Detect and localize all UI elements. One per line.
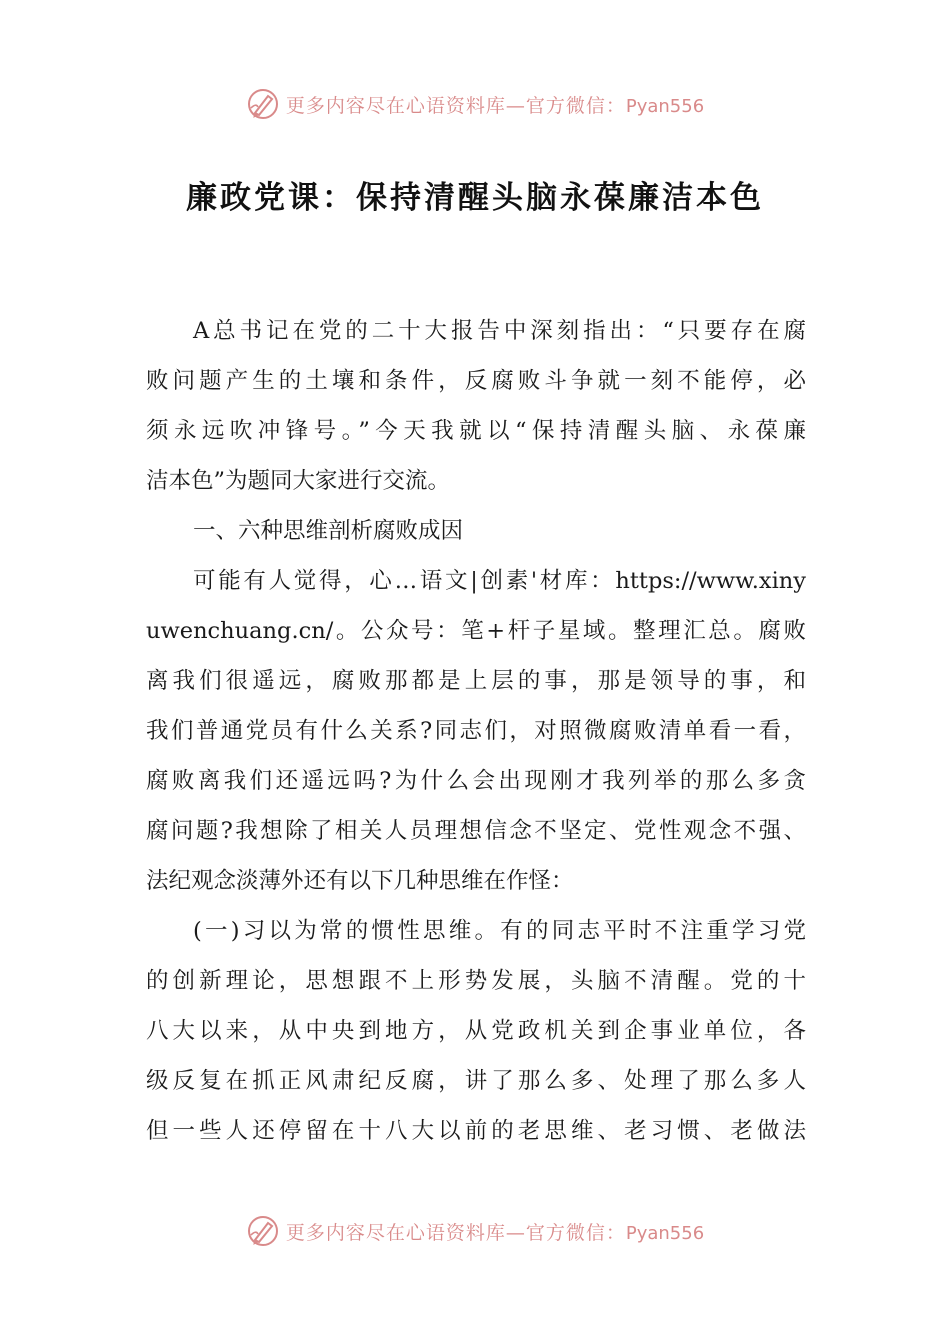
paragraph-line: 腐败离我们还遥远吗?为什么会出现刚才我列举的那么多贪 — [146, 768, 806, 794]
paragraph-line: A总书记在党的二十大报告中深刻指出：“只要存在腐 — [193, 318, 806, 344]
watermark-text: 更多内容尽在心语资料库—官方微信：Pyan556 — [285, 94, 705, 117]
paragraph-line: 我们普通党员有什么关系?同志们，对照微腐败清单看一看， — [146, 718, 806, 744]
paragraph-line: 级反复在抓正风肃纪反腐，讲了那么多、处理了那么多人 — [146, 1068, 806, 1094]
paragraph-line: 洁本色”为题同大家进行交流。 — [146, 468, 451, 494]
footer-watermark — [0, 1211, 950, 1251]
paragraph-line: 败问题产生的土壤和条件，反腐败斗争就一刻不能停，必 — [146, 368, 806, 394]
paragraph-line: 但一些人还停留在十八大以前的老思维、老习惯、老做法 — [146, 1118, 806, 1144]
paragraph-line: 腐问题?我想除了相关人员理想信念不坚定、党性观念不强、 — [146, 818, 806, 844]
paragraph-line: 法纪观念淡薄外还有以下几种思维在作怪： — [146, 868, 574, 894]
pen-logo-icon — [246, 1214, 280, 1248]
paragraph-line: 离我们很遥远，腐败那都是上层的事，那是领导的事，和 — [146, 668, 806, 694]
paragraph-line: 须永远吹冲锋号。”今天我就以“保持清醒头脑、永葆廉 — [146, 418, 806, 444]
page-title: 廉政党课：保持清醒头脑永葆廉洁本色 — [186, 180, 764, 216]
paragraph-line: (一)习以为常的惯性思维。有的同志平时不注重学习党 — [193, 918, 806, 944]
paragraph-line: 的创新理论，思想跟不上形势发展，头脑不清醒。党的十 — [146, 968, 806, 994]
pen-logo-icon — [246, 87, 280, 121]
watermark-text: 更多内容尽在心语资料库—官方微信：Pyan556 — [285, 1221, 705, 1244]
paragraph-line: 可能有人觉得，心…语文|创素'材库：https://www.xiny — [193, 568, 806, 594]
watermark-wechat-id: Pyan556 — [625, 1222, 705, 1244]
paragraph-line: uwenchuang.cn/。公众号：笔+杆子星域。整理汇总。腐败 — [146, 618, 806, 644]
header-watermark — [0, 84, 950, 124]
paragraph-line: 八大以来，从中央到地方，从党政机关到企事业单位，各 — [146, 1018, 806, 1044]
section-heading: 一、六种思维剖析腐败成因 — [193, 518, 464, 544]
watermark-wechat-id: Pyan556 — [625, 95, 705, 117]
document-body — [146, 306, 806, 1156]
